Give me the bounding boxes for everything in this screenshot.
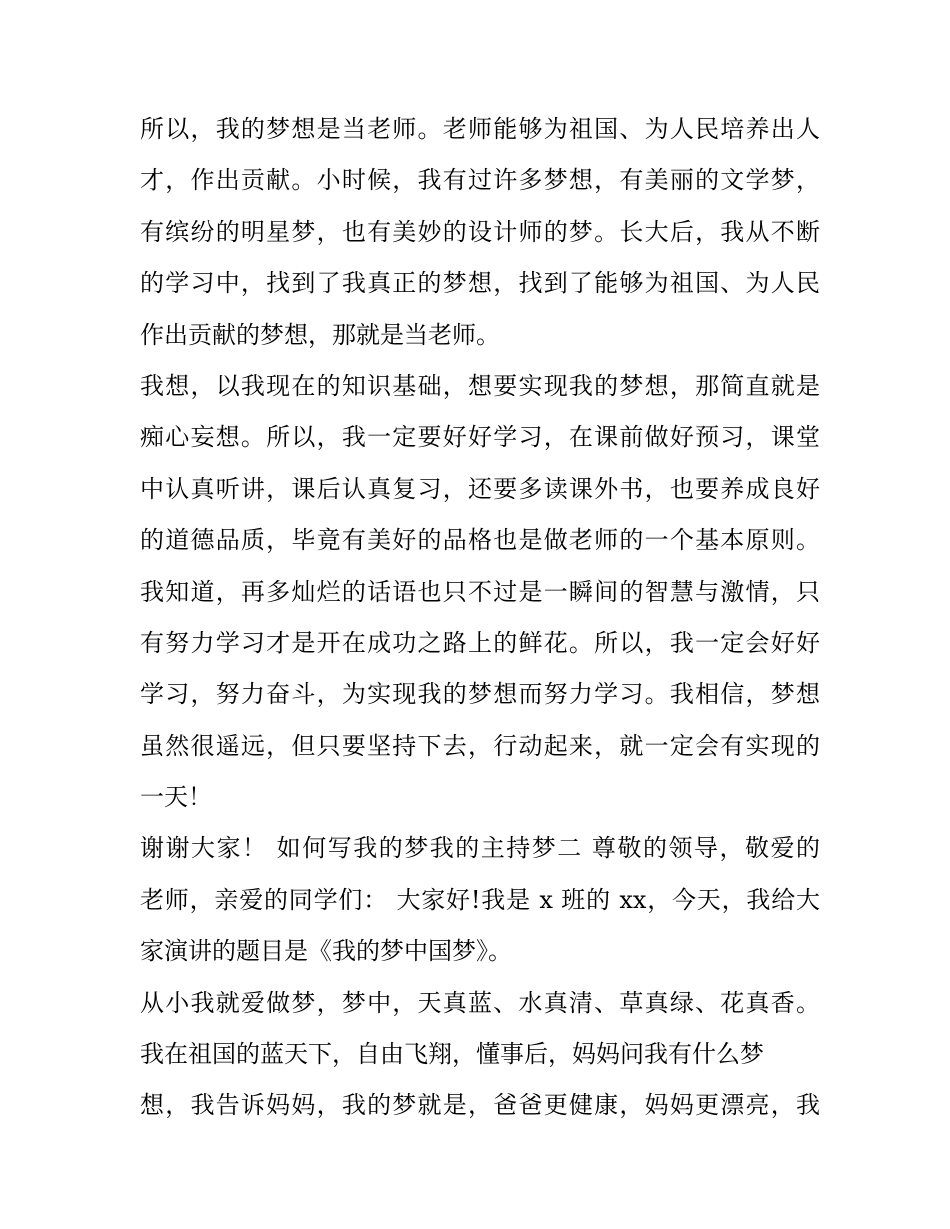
text-line: 我知道，再多灿烂的话语也只不过是一瞬间的智慧与激情，只 xyxy=(140,577,820,606)
text-line: 我想，以我现在的知识基础，想要实现我的梦想，那简直就是 xyxy=(140,371,820,400)
text-line: 作出贡献的梦想，那就是当老师。 xyxy=(140,320,500,349)
text-line: 虽然很遥远，但只要坚持下去，行动起来，就一定会有实现的 xyxy=(140,731,820,760)
text-line: 中认真听讲，课后认真复习，还要多读课外书，也要养成良好 xyxy=(140,474,820,503)
text-line: 我在祖国的蓝天下，自由飞翔，懂事后，妈妈问我有什么梦 xyxy=(140,1040,764,1069)
text-line: 所以，我的梦想是当老师。老师能够为祖国、为人民培养出人 xyxy=(140,115,820,143)
text-line: 一天！ xyxy=(140,783,212,812)
text-line: 学习，努力奋斗，为实现我的梦想而努力学习。我相信，梦想 xyxy=(140,680,820,709)
text-line: 家演讲的题目是《我的梦中国梦》。 xyxy=(140,937,512,966)
body-text xyxy=(140,104,820,1132)
text-line: 的学习中，找到了我真正的梦想，找到了能够为祖国、为人民 xyxy=(140,269,820,298)
text-line: 才，作出贡献。小时候，我有过许多梦想，有美丽的文学梦， xyxy=(140,166,820,195)
text-line: 的道德品质，毕竟有美好的品格也是做老师的一个基本原则。 xyxy=(140,526,820,555)
text-line: 有努力学习才是开在成功之路上的鲜花。所以，我一定会好好 xyxy=(140,628,820,657)
text-line: 想，我告诉妈妈，我的梦就是，爸爸更健康，妈妈更漂亮，我 xyxy=(140,1091,820,1120)
text-line: 从小我就爱做梦，梦中，天真蓝、水真清、草真绿、花真香。 xyxy=(140,988,820,1017)
text-line: 痴心妄想。所以，我一定要好好学习，在课前做好预习，课堂 xyxy=(140,423,820,452)
text-line: 老师，亲爱的同学们： 大家好!我是 x 班的 xx，今天，我给大 xyxy=(140,885,820,914)
text-line: 谢谢大家！ 如何写我的梦我的主持梦二 尊敬的领导，敬爱的 xyxy=(140,834,820,863)
text-line: 有缤纷的明星梦，也有美妙的设计师的梦。长大后，我从不断 xyxy=(140,217,820,246)
